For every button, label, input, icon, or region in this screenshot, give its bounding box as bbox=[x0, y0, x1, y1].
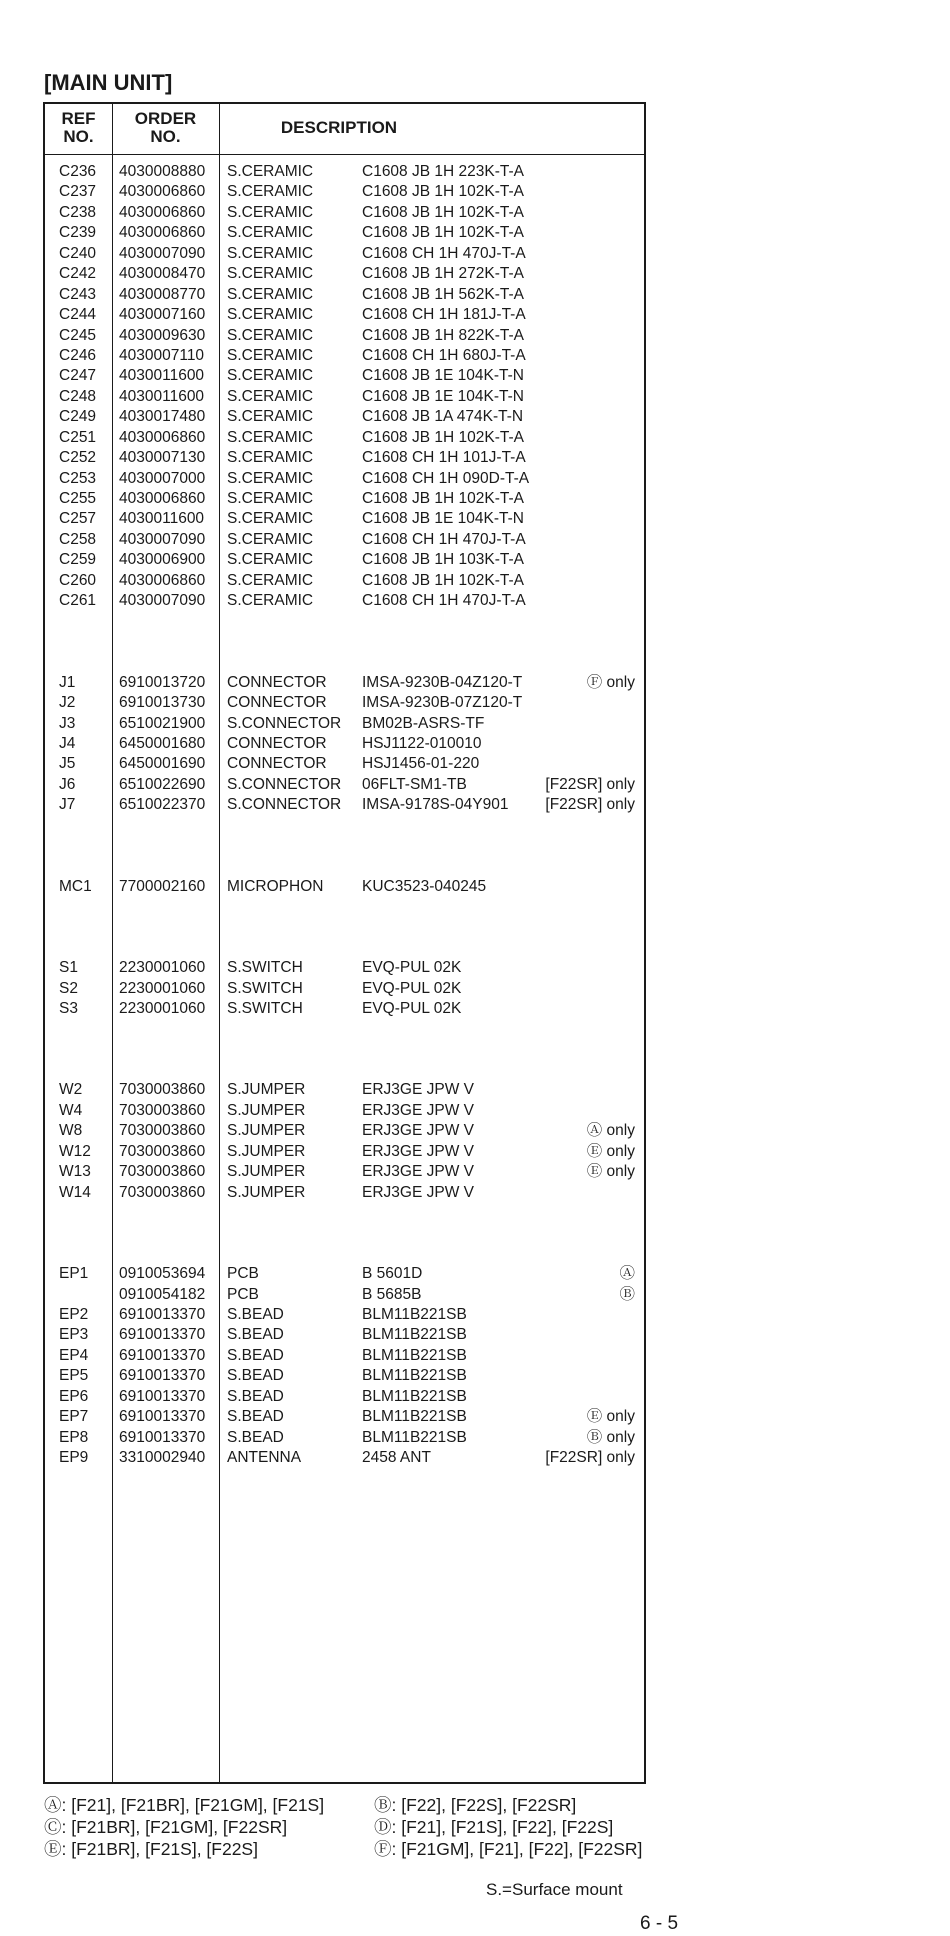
parts-rows bbox=[45, 162, 644, 1468]
table-row bbox=[45, 999, 644, 1019]
order-no-cell: 7030003860 bbox=[119, 1183, 206, 1201]
legend-item-c: Ⓒ: [F21BR], [F21GM], [F22SR] bbox=[44, 1817, 288, 1837]
part-spec-cell: ERJ3GE JPW V bbox=[362, 1122, 474, 1140]
order-no-cell: 4030008880 bbox=[119, 163, 206, 180]
part-type-cell: S.BEAD bbox=[227, 1367, 284, 1385]
table-row bbox=[45, 244, 644, 264]
section-title: [MAIN UNIT] bbox=[44, 70, 173, 95]
ref-cell: EP4 bbox=[59, 1346, 89, 1364]
part-type-cell: S.CERAMIC bbox=[227, 428, 314, 446]
part-type-cell: S.CERAMIC bbox=[227, 592, 314, 610]
part-spec-cell: C1608 JB 1H 102K-T-A bbox=[362, 183, 524, 201]
part-spec-cell: KUC3523-040245 bbox=[362, 877, 487, 895]
part-spec-cell: EVQ-PUL 02K bbox=[362, 1000, 462, 1017]
table-row bbox=[45, 550, 644, 570]
table-row bbox=[45, 448, 644, 468]
note-cell: Ⓐ bbox=[619, 1265, 635, 1283]
header-ref-line1: REF bbox=[61, 109, 96, 128]
header-order-line2: NO. bbox=[150, 127, 181, 146]
table-row bbox=[45, 530, 644, 550]
table-row bbox=[45, 1121, 644, 1141]
table-row bbox=[45, 1407, 644, 1427]
ref-cell: C252 bbox=[59, 449, 97, 467]
ref-cell: EP8 bbox=[59, 1428, 89, 1446]
table-row bbox=[45, 1080, 644, 1100]
header-order-no bbox=[112, 110, 219, 146]
header-ref-line2: NO. bbox=[63, 127, 94, 146]
part-spec-cell: B 5685B bbox=[362, 1285, 422, 1303]
legend-right bbox=[374, 1794, 642, 1860]
ref-cell: S2 bbox=[59, 979, 78, 997]
parts-table bbox=[43, 102, 646, 1784]
table-row bbox=[45, 305, 644, 325]
part-type-cell: S.SWITCH bbox=[227, 979, 303, 997]
table-row bbox=[45, 571, 644, 591]
part-spec-cell: C1608 JB 1H 102K-T-A bbox=[362, 490, 524, 507]
ref-cell: C249 bbox=[59, 408, 97, 426]
ref-cell: C261 bbox=[59, 592, 97, 610]
order-no-cell: 6910013370 bbox=[119, 1408, 206, 1426]
part-spec-cell: EVQ-PUL 02K bbox=[362, 959, 462, 977]
legend-item-a: Ⓐ: [F21], [F21BR], [F21GM], [F21S] bbox=[44, 1795, 325, 1815]
part-spec-cell: C1608 JB 1E 104K-T-N bbox=[362, 387, 524, 405]
order-no-cell: 4030007090 bbox=[119, 592, 206, 610]
order-no-cell: 4030011600 bbox=[119, 387, 205, 405]
order-no-cell: 4030007000 bbox=[119, 469, 206, 487]
note-cell: Ⓕ only bbox=[586, 673, 635, 691]
part-spec-cell: C1608 JB 1H 103K-T-A bbox=[362, 551, 524, 569]
order-no-cell: 6910013370 bbox=[119, 1387, 206, 1405]
table-row bbox=[45, 1387, 644, 1407]
part-spec-cell: BLM11B221SB bbox=[362, 1326, 467, 1344]
part-spec-cell: BLM11B221SB bbox=[362, 1346, 467, 1364]
part-type-cell: S.JUMPER bbox=[227, 1081, 306, 1099]
part-type-cell: S.CONNECTOR bbox=[227, 714, 342, 732]
part-spec-cell: C1608 CH 1H 470J-T-A bbox=[362, 592, 526, 610]
part-spec-cell: BLM11B221SB bbox=[362, 1305, 467, 1323]
part-type-cell: S.CERAMIC bbox=[227, 346, 314, 364]
group-spacer bbox=[45, 612, 644, 673]
note-cell: [F22SR] only bbox=[545, 796, 635, 814]
order-no-cell: 4030007130 bbox=[119, 449, 206, 467]
part-type-cell: S.BEAD bbox=[227, 1346, 284, 1364]
note-cell: [F22SR] only bbox=[545, 1449, 635, 1466]
part-spec-cell: C1608 JB 1H 562K-T-A bbox=[362, 285, 524, 303]
order-no-cell: 4030007110 bbox=[119, 346, 205, 364]
surface-mount-note: S.=Surface mount bbox=[486, 1880, 623, 1899]
table-row bbox=[45, 1162, 644, 1182]
order-no-cell: 4030008770 bbox=[119, 285, 206, 303]
ref-cell: C247 bbox=[59, 367, 97, 385]
table-row bbox=[45, 795, 644, 815]
legend-item-f: Ⓕ: [F21GM], [F21], [F22], [F22SR] bbox=[374, 1839, 643, 1859]
ref-cell: S1 bbox=[59, 959, 78, 977]
ref-cell: J5 bbox=[59, 755, 76, 773]
part-spec-cell: C1608 JB 1E 104K-T-N bbox=[362, 510, 524, 528]
ref-cell: EP3 bbox=[59, 1326, 89, 1344]
part-type-cell: S.CERAMIC bbox=[227, 510, 314, 528]
table-row bbox=[45, 1183, 644, 1203]
order-no-cell: 7030003860 bbox=[119, 1163, 206, 1181]
part-type-cell: S.BEAD bbox=[227, 1326, 284, 1344]
part-type-cell: S.CERAMIC bbox=[227, 571, 314, 589]
table-row bbox=[45, 1305, 644, 1325]
order-no-cell: 6510022690 bbox=[119, 775, 206, 793]
order-no-cell: 4030006860 bbox=[119, 571, 206, 589]
ref-cell: C258 bbox=[59, 530, 97, 548]
part-type-cell: S.CERAMIC bbox=[227, 469, 314, 487]
note-cell: Ⓔ only bbox=[586, 1163, 635, 1181]
order-no-cell: 4030011600 bbox=[119, 367, 205, 385]
part-type-cell: S.BEAD bbox=[227, 1428, 284, 1446]
order-no-cell: 7030003860 bbox=[119, 1122, 206, 1140]
note-cell: Ⓔ only bbox=[586, 1142, 635, 1160]
table-row bbox=[45, 326, 644, 346]
table-row bbox=[45, 877, 644, 897]
table-row bbox=[45, 162, 644, 182]
ref-cell: J6 bbox=[59, 775, 76, 793]
part-type-cell: S.BEAD bbox=[227, 1387, 284, 1405]
order-no-cell: 4030007160 bbox=[119, 306, 206, 324]
ref-cell: C236 bbox=[59, 163, 97, 180]
part-type-cell: S.CERAMIC bbox=[227, 551, 314, 569]
order-no-cell: 0910053694 bbox=[119, 1265, 206, 1283]
order-no-cell: 4030017480 bbox=[119, 408, 206, 426]
table-row bbox=[45, 591, 644, 611]
ref-cell: EP1 bbox=[59, 1265, 89, 1283]
legend-left bbox=[44, 1794, 324, 1860]
ref-cell: J7 bbox=[59, 796, 76, 814]
ref-cell: C245 bbox=[59, 326, 97, 344]
part-type-cell: S.JUMPER bbox=[227, 1101, 306, 1119]
ref-cell: C248 bbox=[59, 387, 97, 405]
part-type-cell: PCB bbox=[227, 1265, 259, 1283]
part-type-cell: S.CONNECTOR bbox=[227, 775, 342, 793]
part-type-cell: S.CERAMIC bbox=[227, 285, 314, 303]
part-spec-cell: BLM11B221SB bbox=[362, 1387, 467, 1405]
table-row bbox=[45, 489, 644, 509]
part-spec-cell: C1608 JB 1H 272K-T-A bbox=[362, 265, 524, 283]
part-type-cell: S.CERAMIC bbox=[227, 224, 314, 242]
part-type-cell: S.CERAMIC bbox=[227, 408, 314, 426]
table-row bbox=[45, 346, 644, 366]
order-no-cell: 7030003860 bbox=[119, 1101, 206, 1119]
part-type-cell: S.CERAMIC bbox=[227, 244, 314, 262]
part-type-cell: S.SWITCH bbox=[227, 1000, 303, 1017]
part-spec-cell: C1608 JB 1E 104K-T-N bbox=[362, 367, 524, 385]
table-row bbox=[45, 469, 644, 489]
order-no-cell: 4030006860 bbox=[119, 428, 206, 446]
order-no-cell: 2230001060 bbox=[119, 959, 206, 977]
table-row bbox=[45, 285, 644, 305]
table-row bbox=[45, 203, 644, 223]
part-spec-cell: C1608 JB 1A 474K-T-N bbox=[362, 408, 524, 426]
ref-cell: C253 bbox=[59, 469, 97, 487]
order-no-cell: 4030006860 bbox=[119, 224, 206, 242]
order-no-cell: 6510021900 bbox=[119, 714, 206, 732]
table-row bbox=[45, 673, 644, 693]
part-spec-cell: BLM11B221SB bbox=[362, 1367, 467, 1385]
order-no-cell: 6910013370 bbox=[119, 1326, 206, 1344]
part-spec-cell: C1608 JB 1H 822K-T-A bbox=[362, 326, 524, 344]
table-row bbox=[45, 1101, 644, 1121]
table-row bbox=[45, 1325, 644, 1345]
part-type-cell: ANTENNA bbox=[227, 1449, 302, 1466]
part-spec-cell: C1608 CH 1H 101J-T-A bbox=[362, 449, 526, 467]
page-number: 6 - 5 bbox=[640, 1913, 679, 1934]
part-type-cell: S.CERAMIC bbox=[227, 203, 314, 221]
part-type-cell: S.BEAD bbox=[227, 1305, 284, 1323]
table-row bbox=[45, 223, 644, 243]
table-row bbox=[45, 1142, 644, 1162]
part-spec-cell: C1608 CH 1H 680J-T-A bbox=[362, 346, 526, 364]
ref-cell: C255 bbox=[59, 490, 97, 507]
table-row bbox=[45, 407, 644, 427]
table-row bbox=[45, 509, 644, 529]
header-description: DESCRIPTION bbox=[280, 118, 398, 137]
header-order-line1: ORDER bbox=[134, 109, 197, 128]
part-type-cell: CONNECTOR bbox=[227, 673, 327, 691]
table-row bbox=[45, 1428, 644, 1448]
table-row bbox=[45, 1264, 644, 1284]
order-no-cell: 4030008470 bbox=[119, 265, 206, 283]
order-no-cell: 6910013370 bbox=[119, 1305, 206, 1323]
part-spec-cell: 2458 ANT bbox=[362, 1449, 431, 1466]
part-spec-cell: HSJ1456-01-220 bbox=[362, 755, 480, 773]
part-spec-cell: C1608 CH 1H 470J-T-A bbox=[362, 244, 526, 262]
part-spec-cell: ERJ3GE JPW V bbox=[362, 1163, 474, 1181]
part-type-cell: PCB bbox=[227, 1285, 259, 1303]
ref-cell: EP6 bbox=[59, 1387, 89, 1405]
ref-cell: C251 bbox=[59, 428, 97, 446]
part-type-cell: S.JUMPER bbox=[227, 1183, 306, 1201]
part-spec-cell: IMSA-9230B-07Z120-T bbox=[362, 694, 523, 712]
part-type-cell: S.BEAD bbox=[227, 1408, 284, 1426]
part-type-cell: CONNECTOR bbox=[227, 755, 327, 773]
part-spec-cell: BM02B-ASRS-TF bbox=[362, 714, 485, 732]
note-cell: Ⓑ bbox=[619, 1285, 635, 1303]
order-no-cell: 7700002160 bbox=[119, 877, 206, 895]
note-cell: Ⓐ only bbox=[586, 1122, 635, 1140]
ref-cell: C239 bbox=[59, 224, 97, 242]
order-no-cell: 4030009630 bbox=[119, 326, 206, 344]
table-row bbox=[45, 1285, 644, 1305]
part-type-cell: S.CONNECTOR bbox=[227, 796, 342, 814]
group-spacer bbox=[45, 816, 644, 877]
table-row bbox=[45, 1448, 644, 1468]
ref-cell: EP9 bbox=[59, 1449, 89, 1466]
ref-cell: C237 bbox=[59, 183, 97, 201]
part-type-cell: MICROPHON bbox=[227, 877, 324, 895]
ref-cell: EP2 bbox=[59, 1305, 89, 1323]
ref-cell: C243 bbox=[59, 285, 97, 303]
table-row bbox=[45, 979, 644, 999]
note-cell: [F22SR] only bbox=[545, 775, 635, 793]
table-row bbox=[45, 264, 644, 284]
part-type-cell: S.JUMPER bbox=[227, 1122, 306, 1140]
order-no-cell: 0910054182 bbox=[119, 1285, 206, 1303]
order-no-cell: 4030007090 bbox=[119, 244, 206, 262]
order-no-cell: 7030003860 bbox=[119, 1081, 206, 1099]
part-type-cell: S.CERAMIC bbox=[227, 530, 314, 548]
part-type-cell: S.CERAMIC bbox=[227, 326, 314, 344]
part-type-cell: S.CERAMIC bbox=[227, 367, 314, 385]
table-row bbox=[45, 754, 644, 774]
part-type-cell: S.CERAMIC bbox=[227, 163, 314, 180]
order-no-cell: 6510022370 bbox=[119, 796, 206, 814]
table-row bbox=[45, 1346, 644, 1366]
table-row bbox=[45, 775, 644, 795]
part-type-cell: CONNECTOR bbox=[227, 734, 327, 752]
note-cell: Ⓔ only bbox=[586, 1408, 635, 1426]
part-type-cell: S.CERAMIC bbox=[227, 306, 314, 324]
part-spec-cell: C1608 JB 1H 223K-T-A bbox=[362, 163, 524, 180]
ref-cell: J2 bbox=[59, 694, 76, 712]
table-row bbox=[45, 734, 644, 754]
legend-item-d: Ⓓ: [F21], [F21S], [F22], [F22S] bbox=[374, 1817, 614, 1837]
order-no-cell: 4030011600 bbox=[119, 510, 205, 528]
part-spec-cell: ERJ3GE JPW V bbox=[362, 1183, 474, 1201]
ref-cell: EP5 bbox=[59, 1367, 89, 1385]
ref-cell: MC1 bbox=[59, 877, 92, 895]
ref-cell: EP7 bbox=[59, 1408, 89, 1426]
ref-cell: W12 bbox=[59, 1142, 91, 1160]
order-no-cell: 6910013370 bbox=[119, 1367, 206, 1385]
order-no-cell: 6450001690 bbox=[119, 755, 206, 773]
ref-cell: W4 bbox=[59, 1101, 83, 1119]
ref-cell: C238 bbox=[59, 203, 97, 221]
part-spec-cell: BLM11B221SB bbox=[362, 1408, 467, 1426]
part-type-cell: S.CERAMIC bbox=[227, 449, 314, 467]
part-spec-cell: C1608 JB 1H 102K-T-A bbox=[362, 428, 524, 446]
order-no-cell: 4030006860 bbox=[119, 490, 206, 507]
part-spec-cell: C1608 CH 1H 470J-T-A bbox=[362, 530, 526, 548]
part-spec-cell: C1608 CH 1H 090D-T-A bbox=[362, 469, 530, 487]
part-spec-cell: HSJ1122-010010 bbox=[362, 734, 482, 752]
part-spec-cell: IMSA-9230B-04Z120-T bbox=[362, 673, 523, 691]
ref-cell: S3 bbox=[59, 1000, 78, 1017]
group-spacer bbox=[45, 1019, 644, 1080]
part-spec-cell: ERJ3GE JPW V bbox=[362, 1081, 474, 1099]
table-row bbox=[45, 428, 644, 448]
order-no-cell: 4030006860 bbox=[119, 183, 206, 201]
ref-cell: C257 bbox=[59, 510, 97, 528]
part-spec-cell: B 5601D bbox=[362, 1265, 423, 1283]
table-row bbox=[45, 182, 644, 202]
header-divider bbox=[45, 154, 644, 155]
part-spec-cell: ERJ3GE JPW V bbox=[362, 1101, 474, 1119]
ref-cell: J3 bbox=[59, 714, 76, 732]
ref-cell: W14 bbox=[59, 1183, 91, 1201]
part-spec-cell: C1608 JB 1H 102K-T-A bbox=[362, 224, 524, 242]
ref-cell: C246 bbox=[59, 346, 97, 364]
table-row bbox=[45, 1366, 644, 1386]
part-spec-cell: C1608 JB 1H 102K-T-A bbox=[362, 203, 524, 221]
order-no-cell: 6910013730 bbox=[119, 694, 206, 712]
order-no-cell: 6910013370 bbox=[119, 1428, 206, 1446]
order-no-cell: 3310002940 bbox=[119, 1449, 206, 1466]
group-spacer bbox=[45, 1203, 644, 1264]
part-type-cell: S.JUMPER bbox=[227, 1142, 306, 1160]
note-cell: Ⓑ only bbox=[586, 1428, 635, 1446]
group-spacer bbox=[45, 897, 644, 958]
ref-cell: W13 bbox=[59, 1163, 91, 1181]
order-no-cell: 6910013370 bbox=[119, 1346, 206, 1364]
part-spec-cell: IMSA-9178S-04Y901 bbox=[362, 796, 509, 814]
ref-cell: W8 bbox=[59, 1122, 83, 1140]
order-no-cell: 6450001680 bbox=[119, 734, 206, 752]
table-row bbox=[45, 387, 644, 407]
table-row bbox=[45, 366, 644, 386]
part-spec-cell: ERJ3GE JPW V bbox=[362, 1142, 474, 1160]
order-no-cell: 4030007090 bbox=[119, 530, 206, 548]
ref-cell: W2 bbox=[59, 1081, 83, 1099]
order-no-cell: 7030003860 bbox=[119, 1142, 206, 1160]
order-no-cell: 6910013720 bbox=[119, 673, 206, 691]
order-no-cell: 2230001060 bbox=[119, 979, 206, 997]
legend-item-e: Ⓔ: [F21BR], [F21S], [F22S] bbox=[44, 1839, 258, 1859]
ref-cell: C260 bbox=[59, 571, 97, 589]
part-type-cell: S.CERAMIC bbox=[227, 490, 314, 507]
ref-cell: C259 bbox=[59, 551, 97, 569]
part-spec-cell: EVQ-PUL 02K bbox=[362, 979, 462, 997]
part-spec-cell: 06FLT-SM1-TB bbox=[362, 775, 467, 793]
ref-cell: C240 bbox=[59, 244, 97, 262]
order-no-cell: 2230001060 bbox=[119, 1000, 206, 1017]
part-type-cell: S.CERAMIC bbox=[227, 387, 314, 405]
legend-item-b: Ⓑ: [F22], [F22S], [F22SR] bbox=[374, 1795, 577, 1815]
table-row bbox=[45, 958, 644, 978]
order-no-cell: 4030006860 bbox=[119, 203, 206, 221]
header-ref-no bbox=[45, 110, 112, 146]
order-no-cell: 4030006900 bbox=[119, 551, 206, 569]
part-spec-cell: C1608 CH 1H 181J-T-A bbox=[362, 306, 526, 324]
part-type-cell: CONNECTOR bbox=[227, 694, 327, 712]
ref-cell: C244 bbox=[59, 306, 97, 324]
table-row bbox=[45, 714, 644, 734]
part-type-cell: S.JUMPER bbox=[227, 1163, 306, 1181]
table-row bbox=[45, 693, 644, 713]
ref-cell: J4 bbox=[59, 734, 76, 752]
part-spec-cell: C1608 JB 1H 102K-T-A bbox=[362, 571, 524, 589]
part-type-cell: S.SWITCH bbox=[227, 959, 303, 977]
part-type-cell: S.CERAMIC bbox=[227, 183, 314, 201]
part-spec-cell: BLM11B221SB bbox=[362, 1428, 467, 1446]
ref-cell: J1 bbox=[59, 673, 76, 691]
ref-cell: C242 bbox=[59, 265, 97, 283]
part-type-cell: S.CERAMIC bbox=[227, 265, 314, 283]
